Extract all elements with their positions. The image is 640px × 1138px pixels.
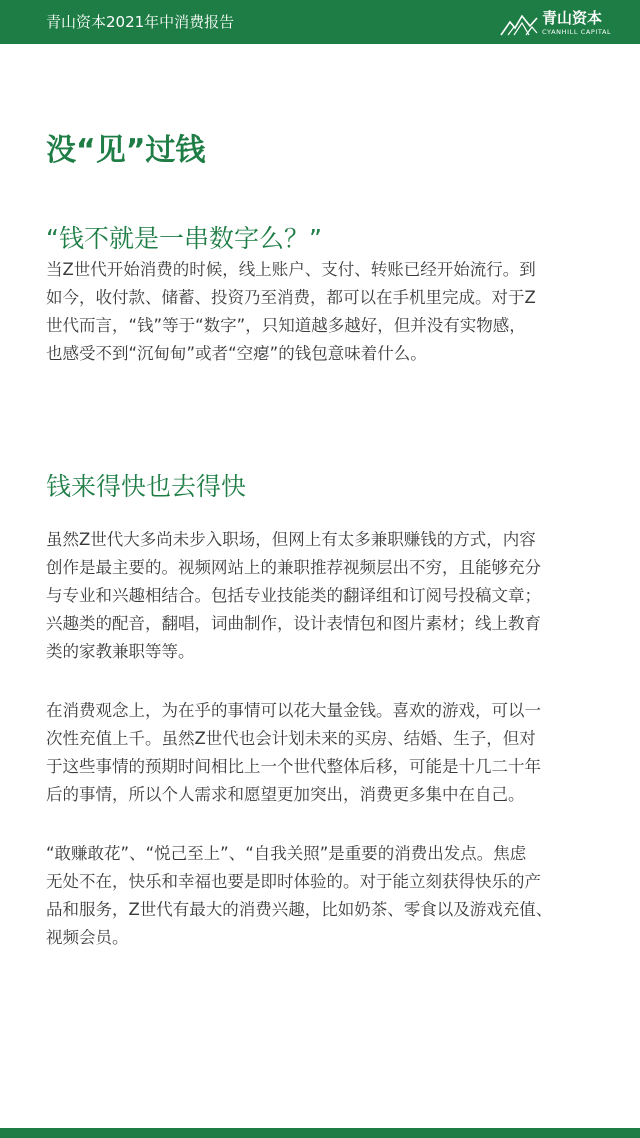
paragraph-line: 在消费观念上，为在乎的事情可以花大量金钱。喜欢的游戏，可以一 — [46, 701, 541, 720]
paragraph-line: 品和服务，Z世代有最大的消费兴趣，比如奶茶、零食以及游戏充值、 — [46, 900, 553, 919]
paragraph-line: 当Z世代开始消费的时候，线上账户、支付、转账已经开始流行。到 — [46, 260, 536, 279]
quote-heading: “钱不就是一串数字么？” — [46, 224, 322, 253]
paragraph-line: 视频会员。 — [46, 928, 129, 947]
logo-text-cn: 青山资本 — [542, 9, 603, 27]
mountain-logo-icon — [500, 10, 538, 36]
paragraph-2 — [46, 526, 616, 666]
paragraph-line: 虽然Z世代大多尚未步入职场，但网上有太多兼职赚钱的方式，内容 — [46, 530, 536, 549]
footer-bar — [0, 1128, 640, 1138]
paragraph-line: “敢赚敢花”、“悦己至上”、“自我关照”是重要的消费出发点。焦虑 — [46, 844, 527, 863]
paragraph-line: 无处不在，快乐和幸福也要是即时体验的。对于能立刻获得快乐的产 — [46, 872, 541, 891]
header-bar — [0, 0, 640, 44]
paragraph-line: 与专业和兴趣相结合。包括专业技能类的翻译组和订阅号投稿文章； — [46, 586, 541, 605]
paragraph-line: 也感受不到“沉甸甸”或者“空瘪”的钱包意味着什么。 — [46, 344, 427, 363]
paragraph-line: 兴趣类的配音，翻唱，词曲制作，设计表情包和图片素材；线上教育 — [46, 614, 541, 633]
paragraph-line: 创作是最主要的。视频网站上的兼职推荐视频层出不穷，且能够充分 — [46, 558, 541, 577]
paragraph-1 — [46, 256, 616, 368]
paragraph-line: 如今，收付款、储蓄、投资乃至消费，都可以在手机里完成。对于Z — [46, 288, 536, 307]
paragraph-4 — [46, 840, 616, 952]
paragraph-line: 后的事情，所以个人需求和愿望更加突出，消费更多集中在自己。 — [46, 785, 525, 804]
logo-text-en: CYANHILL CAPITAL — [542, 28, 612, 36]
report-title: 青山资本2021年中消费报告 — [46, 13, 235, 31]
paragraph-line: 次性充值上千。虽然Z世代也会计划未来的买房、结婚、生子，但对 — [46, 729, 536, 748]
paragraph-line: 类的家教兼职等等。 — [46, 642, 195, 661]
section-subheading: 钱来得快也去得快 — [46, 472, 247, 501]
paragraph-3 — [46, 697, 616, 809]
article-title: 没“见”过钱 — [46, 133, 206, 168]
paragraph-line: 于这些事情的预期时间相比上一个世代整体后移，可能是十几二十年 — [46, 757, 541, 776]
paragraph-line: 世代而言，“钱”等于“数字”，只知道越多越好，但并没有实物感， — [46, 316, 526, 335]
cyanhill-logo — [500, 8, 630, 38]
